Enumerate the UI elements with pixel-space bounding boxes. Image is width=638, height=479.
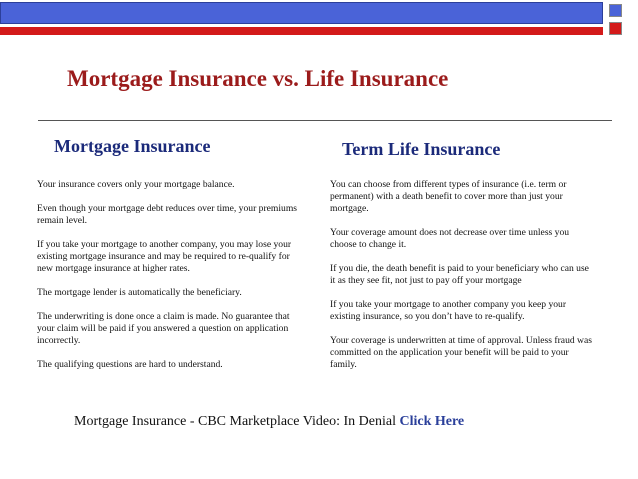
slide-title: Mortgage Insurance vs. Life Insurance <box>67 66 449 91</box>
term-life-point: You can choose from different types of insurance (i.e. term or permanent) with a death benefit to cover more than just your mortgage. <box>330 179 567 214</box>
mortgage-point: Your insurance covers only your mortgage balance. <box>37 179 235 190</box>
term-life-point: Your coverage amount does not decrease over time unless you choose to change it. <box>330 227 570 250</box>
term-life-point: If you die, the death benefit is paid to your beneficiary who can use it as they see fit, not just to pay off your mortgage <box>330 263 589 286</box>
mortgage-insurance-points <box>37 179 305 383</box>
term-life-point: Your coverage is underwritten at time of approval. Unless fraud was committed on the application your benefit will be paid to your family. <box>330 335 592 370</box>
term-life-points <box>330 179 592 383</box>
blue-square-decoration <box>609 4 622 17</box>
mortgage-point: The mortgage lender is automatically the beneficiary. <box>37 287 242 298</box>
term-life-point: If you take your mortgage to another company you keep your existing insurance, so you don’t have to re-qualify. <box>330 299 567 322</box>
header-decoration <box>0 0 638 40</box>
title-divider <box>38 120 612 121</box>
video-footer <box>74 414 464 430</box>
mortgage-point: The qualifying questions are hard to understand. <box>37 359 223 370</box>
header-red-bar <box>0 27 603 35</box>
term-life-insurance-heading: Term Life Insurance <box>342 139 501 159</box>
header-blue-bar <box>0 2 603 24</box>
mortgage-point: If you take your mortgage to another company, you may lose your existing mortgage insurance and may be required to re-qualify for new mortgage insurance at higher rates. <box>37 239 292 274</box>
mortgage-point: The underwriting is done once a claim is made. No guarantee that your claim will be paid if you answered a question on application incorrectly. <box>37 311 290 346</box>
mortgage-insurance-heading: Mortgage Insurance <box>54 136 211 156</box>
click-here-link[interactable]: Click Here <box>399 414 465 429</box>
red-square-decoration <box>609 22 622 35</box>
footer-text: Mortgage Insurance - CBC Marketplace Video: In Denial <box>74 414 400 429</box>
mortgage-point: Even though your mortgage debt reduces over time, your premiums remain level. <box>37 203 298 226</box>
